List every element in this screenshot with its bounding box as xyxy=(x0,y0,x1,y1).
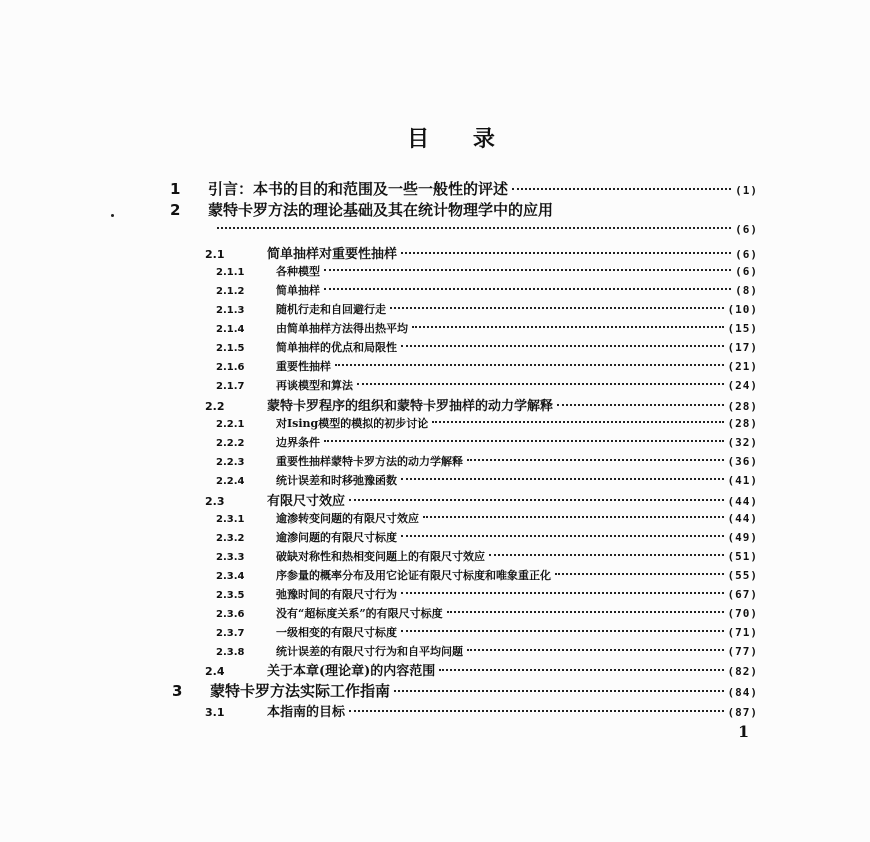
toc-entry[interactable] xyxy=(216,472,758,488)
toc-entry[interactable] xyxy=(205,701,758,720)
toc-entry-page: (44) xyxy=(727,495,758,508)
toc-entry-page: (49) xyxy=(727,531,758,544)
dot-leader xyxy=(412,326,724,328)
toc-entry-title: 有限尺寸效应 xyxy=(267,494,346,509)
toc-entry-title: 引言：本书的目的和范围及一些一般性的评述 xyxy=(208,180,509,198)
dot-leader xyxy=(432,421,723,423)
toc-entry[interactable] xyxy=(205,243,758,262)
toc-entry-page: (28) xyxy=(727,400,758,413)
dot-leader xyxy=(357,383,724,385)
dot-leader xyxy=(401,592,724,594)
toc-entry-page: (10) xyxy=(727,303,758,316)
toc-entry-page: (6) xyxy=(735,248,758,261)
toc-entry-page: (17) xyxy=(727,341,758,354)
dot-leader xyxy=(349,710,723,712)
toc-entry[interactable] xyxy=(216,643,758,659)
toc-entry-page: (77) xyxy=(727,645,758,658)
toc-entry-title: 破缺对称性和热相变问题上的有限尺寸效应 xyxy=(276,550,485,563)
toc-entry-number: 2.1.6 xyxy=(216,362,245,373)
toc-entry-page: (71) xyxy=(727,626,758,639)
toc-entry-title: 简单抽样 xyxy=(276,284,320,297)
dot-leader xyxy=(401,478,724,480)
toc-entry-number: 2.2.1 xyxy=(216,419,245,430)
toc-entry[interactable] xyxy=(216,282,758,298)
toc-entry-title: 对Ising模型的模拟的初步讨论 xyxy=(276,417,429,430)
toc-entry[interactable] xyxy=(216,453,758,469)
toc-entry-number: 2.1.3 xyxy=(216,305,245,316)
toc-entry[interactable] xyxy=(216,415,758,431)
toc-entry-number: 2.3.6 xyxy=(216,609,245,620)
toc-entry[interactable] xyxy=(216,358,758,374)
dot-leader xyxy=(467,459,724,461)
dot-leader xyxy=(401,630,724,632)
toc-entry-page: (84) xyxy=(727,686,758,699)
toc-entry[interactable] xyxy=(216,567,758,583)
dot-leader xyxy=(555,573,724,575)
dot-leader xyxy=(349,499,723,501)
toc-entry-number: 2 xyxy=(170,201,181,219)
toc-entry[interactable] xyxy=(216,510,758,526)
toc-entry-title: 统计误差和时移弛豫函数 xyxy=(276,474,397,487)
toc-entry[interactable] xyxy=(213,223,758,236)
toc-entry[interactable] xyxy=(216,263,758,279)
toc-entry-page: (70) xyxy=(727,607,758,620)
toc-entry-number: 2.3.8 xyxy=(216,647,245,658)
toc-entry[interactable] xyxy=(216,377,758,393)
toc-entry-page: (32) xyxy=(727,436,758,449)
toc-entry-page: (24) xyxy=(727,379,758,392)
toc-entry-number: 2.3.4 xyxy=(216,571,245,582)
dot-leader xyxy=(467,649,724,651)
toc-entry-title: 各种模型 xyxy=(276,265,320,278)
toc-entry-page: (28) xyxy=(727,417,758,430)
toc-entry-page: (6) xyxy=(735,265,758,278)
toc-entry-title: 重要性抽样蒙特卡罗方法的动力学解释 xyxy=(276,455,463,468)
dot-leader xyxy=(447,611,724,613)
toc-title: 目 录 xyxy=(407,127,513,152)
toc-entry-page: (8) xyxy=(735,284,758,297)
toc-entry-title: 一级相变的有限尺寸标度 xyxy=(276,626,397,639)
toc-entry-number: 2.1.5 xyxy=(216,343,245,354)
toc-entry-page: (6) xyxy=(735,223,758,236)
toc-entry[interactable] xyxy=(172,680,758,701)
toc-entry-number: 2.3.2 xyxy=(216,533,245,544)
toc-entry[interactable] xyxy=(216,548,758,564)
toc-entry-title: 没有“超标度关系”的有限尺寸标度 xyxy=(276,607,443,620)
toc-entry-page: (1) xyxy=(735,184,758,197)
toc-entry[interactable] xyxy=(170,199,758,220)
toc-entry-number: 2.2.4 xyxy=(216,476,245,487)
dot-leader xyxy=(512,188,731,190)
toc-entry[interactable] xyxy=(216,301,758,317)
dot-leader xyxy=(401,345,724,347)
toc-entry-page: (44) xyxy=(727,512,758,525)
toc-entry-page: (15) xyxy=(727,322,758,335)
dot-leader xyxy=(324,440,724,442)
toc-entry-title: 边界条件 xyxy=(276,436,320,449)
toc-entry[interactable] xyxy=(216,529,758,545)
toc-entry[interactable] xyxy=(216,320,758,336)
dot-leader xyxy=(557,404,723,406)
toc-entry-page: (67) xyxy=(727,588,758,601)
toc-entry[interactable] xyxy=(170,178,758,199)
toc-entry-title: 蒙特卡罗程序的组织和蒙特卡罗抽样的动力学解释 xyxy=(267,399,554,414)
toc-entry-title: 弛豫时间的有限尺寸行为 xyxy=(276,588,397,601)
toc-entry[interactable] xyxy=(216,586,758,602)
dot-leader xyxy=(439,669,723,671)
toc-entry-number: 1 xyxy=(170,180,181,198)
toc-entry-number: 2.1.4 xyxy=(216,324,245,335)
toc-entry[interactable] xyxy=(216,605,758,621)
toc-entry-number: 2.2.3 xyxy=(216,457,245,468)
dot-leader xyxy=(489,554,724,556)
toc-entry-page: (41) xyxy=(727,474,758,487)
toc-entry-title: 简单抽样对重要性抽样 xyxy=(267,247,398,262)
toc-entry-title: 关于本章(理论章)的内容范围 xyxy=(267,664,436,679)
toc-entry-title: 由简单抽样方法得出热平均 xyxy=(276,322,408,335)
dot-leader xyxy=(394,690,723,692)
dot-leader xyxy=(217,227,731,229)
dot-leader xyxy=(324,269,731,271)
toc-entry-title: 简单抽样的优点和局限性 xyxy=(276,341,397,354)
toc-entry-number: 2.2.2 xyxy=(216,438,245,449)
toc-entry[interactable] xyxy=(205,395,758,414)
dot-leader xyxy=(335,364,724,366)
toc-entry-title: 序参量的概率分布及用它论证有限尺寸标度和唯象重正化 xyxy=(276,569,551,582)
toc-entry-title: 随机行走和自回避行走 xyxy=(276,303,386,316)
toc-entry-number: 3 xyxy=(172,682,183,700)
toc-entry[interactable] xyxy=(216,434,758,450)
toc-entry-title: 本指南的目标 xyxy=(267,705,346,720)
toc-entry-number: 2.1.7 xyxy=(216,381,245,392)
toc-entry-page: (21) xyxy=(727,360,758,373)
toc-entry-number: 2.3 xyxy=(205,495,225,508)
page-number: 1 xyxy=(738,722,750,741)
toc-entry-page: (55) xyxy=(727,569,758,582)
toc-entry-number: 2.3.1 xyxy=(216,514,245,525)
toc-entry-number: 2.2 xyxy=(205,400,225,413)
toc-entry-number: 2.4 xyxy=(205,665,225,678)
toc-entry-title: 重要性抽样 xyxy=(276,360,331,373)
toc-entry-number: 2.3.3 xyxy=(216,552,245,563)
toc-entry[interactable] xyxy=(216,339,758,355)
dot-leader xyxy=(401,535,724,537)
toc-entry[interactable] xyxy=(216,624,758,640)
toc-entry-title: 逾渗转变问题的有限尺寸效应 xyxy=(276,512,419,525)
toc-entry-title: 逾渗问题的有限尺寸标度 xyxy=(276,531,397,544)
dot-leader xyxy=(390,307,724,309)
toc-entry-page: (82) xyxy=(727,665,758,678)
toc-entry-title: 蒙特卡罗方法实际工作指南 xyxy=(210,682,391,700)
toc-entry[interactable] xyxy=(205,660,758,679)
toc-entry-title: 蒙特卡罗方法的理论基础及其在统计物理学中的应用 xyxy=(208,201,554,219)
toc-entry-number: 2.3.7 xyxy=(216,628,245,639)
toc-entry-title: 统计误差的有限尺寸行为和自平均问题 xyxy=(276,645,463,658)
toc-entry-page: (36) xyxy=(727,455,758,468)
toc-entry[interactable] xyxy=(205,490,758,509)
toc-entry-number: 2.3.5 xyxy=(216,590,245,601)
toc-entry-number: 3.1 xyxy=(205,706,225,719)
dot-leader xyxy=(401,252,731,254)
toc-entry-title: 再谈模型和算法 xyxy=(276,379,353,392)
toc-entry-number: 2.1.2 xyxy=(216,286,245,297)
dot-leader xyxy=(423,516,724,518)
toc-entry-page: (87) xyxy=(727,706,758,719)
toc-entry-page: (51) xyxy=(727,550,758,563)
dot-leader xyxy=(324,288,731,290)
toc-entry-number: 2.1.1 xyxy=(216,267,245,278)
toc-entry-number: 2.1 xyxy=(205,248,225,261)
